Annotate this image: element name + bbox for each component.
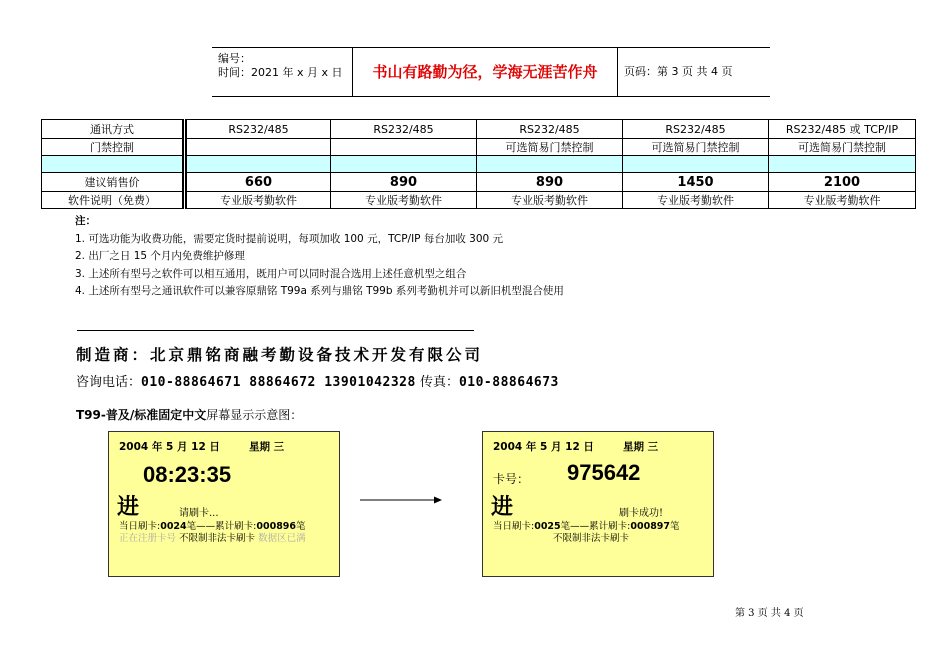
spec-table-row <box>42 192 916 209</box>
note-item: 1. 可选功能为收费功能，需要定货时提前说明，每项加收 100 元，TCP/IP 每台加收 300 元 <box>75 232 504 245</box>
spec-cell: RS232/485 <box>477 120 623 139</box>
note-item: 2. 出厂之日 15 个月内免费维护修理 <box>75 250 245 262</box>
spec-cell: RS232/485 <box>331 120 477 139</box>
spec-cell: 可选简易门禁控制 <box>623 139 769 156</box>
spec-row-label: 通讯方式 <box>42 120 185 139</box>
contact-line <box>76 371 559 390</box>
note-item: 4. 上述所有型号之通讯软件可以兼容原鼎铭 T99a 系列与鼎铭 T99b 系列考勤机并可以新旧机型混合使用 <box>75 285 564 297</box>
document-number-label: 编号： <box>218 52 251 65</box>
lcd-card-label: 卡号： <box>493 472 530 486</box>
lcd-today-prefix: 当日刷卡: <box>493 521 535 532</box>
spec-row-label: 建议销售价 <box>42 173 185 192</box>
spec-table <box>41 119 916 209</box>
lcd-total-count: 000896 <box>256 521 297 532</box>
section-divider <box>77 330 474 331</box>
header-left-cell <box>212 48 352 96</box>
lcd-clock: 08:23:35 <box>143 462 232 487</box>
spec-cell: RS232/485 或 TCP/IP <box>769 120 916 139</box>
spec-cell: 890 <box>477 173 623 192</box>
spec-cell: 2100 <box>769 173 916 192</box>
page-footer: 第 3 页 共 4 页 <box>735 608 804 619</box>
spec-cell <box>331 139 477 156</box>
spec-cell: 专业版考勤软件 <box>623 192 769 209</box>
page-header <box>212 47 770 97</box>
lcd-mid-text: 笔——累计刷卡: <box>186 521 257 532</box>
spec-cell <box>623 156 769 173</box>
lcd-weekday: 星期 三 <box>623 441 659 453</box>
lcd-suffix: 笔 <box>670 521 680 532</box>
spec-cell: RS232/485 <box>185 120 331 139</box>
spec-table-body <box>42 120 916 209</box>
notes-section <box>75 213 564 301</box>
spec-table-row <box>42 139 916 156</box>
lcd-no-limit: 不限制非法卡刷卡 <box>553 533 630 544</box>
lcd-prompt: 刷卡成功! <box>619 508 664 519</box>
manufacturer-line: 制造商：北京鼎铭商融考勤设备技术开发有限公司 <box>76 346 484 364</box>
phone-numbers: 010-88864671 88864672 13901042328 <box>141 375 416 390</box>
lcd-screen-idle <box>108 431 340 577</box>
spec-cell <box>769 156 916 173</box>
lcd-screen-success <box>482 431 714 577</box>
note-item: 3. 上述所有型号之软件可以相互通用，既用户可以同时混合选用上述任意机型之组合 <box>75 267 467 280</box>
spec-cell: 专业版考勤软件 <box>477 192 623 209</box>
spec-row-label: 软件说明（免费） <box>42 192 185 209</box>
lcd-today-prefix: 当日刷卡: <box>119 521 161 532</box>
phone-label: 咨询电话： <box>76 375 142 390</box>
spec-cell: 专业版考勤软件 <box>769 192 916 209</box>
spec-cell <box>331 156 477 173</box>
spec-table-row <box>42 173 916 192</box>
header-page-number: 页码：第 3 页 共 4 页 <box>624 65 733 78</box>
lcd-date: 2004 年 5 月 12 日 <box>493 441 594 453</box>
lcd-direction: 进 <box>491 495 514 520</box>
spec-cell: 1450 <box>623 173 769 192</box>
lcd-no-limit: 不限制非法卡刷卡 <box>179 533 256 544</box>
spec-cell: 可选简易门禁控制 <box>769 139 916 156</box>
spec-cell: 专业版考勤软件 <box>331 192 477 209</box>
lcd-date: 2004 年 5 月 12 日 <box>119 441 220 453</box>
lcd-status-line <box>119 530 306 544</box>
document-time-label: 时间：2021 年 x 月 x 日 <box>218 66 343 79</box>
spec-row-label <box>42 156 185 173</box>
lcd-today-count: 0025 <box>534 521 561 532</box>
notes-heading: 注： <box>75 215 96 227</box>
screen-section-title <box>76 406 302 423</box>
lcd-data-full: 数据区已满 <box>258 533 306 544</box>
lcd-direction: 进 <box>117 495 140 520</box>
lcd-total-count: 000897 <box>630 521 671 532</box>
lcd-weekday: 星期 三 <box>249 441 285 453</box>
screen-title-model: T99-普及/标准固定中文 <box>76 408 207 422</box>
header-motto: 书山有路勤为径，学海无涯苦作舟 <box>352 48 618 96</box>
spec-table-row <box>42 120 916 139</box>
lcd-prompt: 请刷卡... <box>179 508 219 519</box>
screen-title-text: 屏幕显示示意图： <box>206 408 303 422</box>
spec-cell: 可选简易门禁控制 <box>477 139 623 156</box>
lcd-card-number: 975642 <box>567 460 641 485</box>
spec-row-label: 门禁控制 <box>42 139 185 156</box>
spec-cell: 660 <box>185 173 331 192</box>
spec-table-row <box>42 156 916 173</box>
fax-label: 传真： <box>419 375 459 390</box>
spec-cell <box>185 156 331 173</box>
spec-cell: RS232/485 <box>623 120 769 139</box>
lcd-suffix: 笔 <box>296 521 306 532</box>
lcd-status-line <box>553 530 629 544</box>
spec-cell: 专业版考勤软件 <box>185 192 331 209</box>
lcd-today-count: 0024 <box>160 521 187 532</box>
spec-cell <box>185 139 331 156</box>
fax-number: 010-88864673 <box>458 375 559 390</box>
spec-cell: 890 <box>331 173 477 192</box>
lcd-mid-text: 笔——累计刷卡: <box>560 521 631 532</box>
spec-cell <box>477 156 623 173</box>
lcd-registering: 正在注册卡号 <box>119 533 177 544</box>
arrow-right-icon <box>360 495 442 505</box>
